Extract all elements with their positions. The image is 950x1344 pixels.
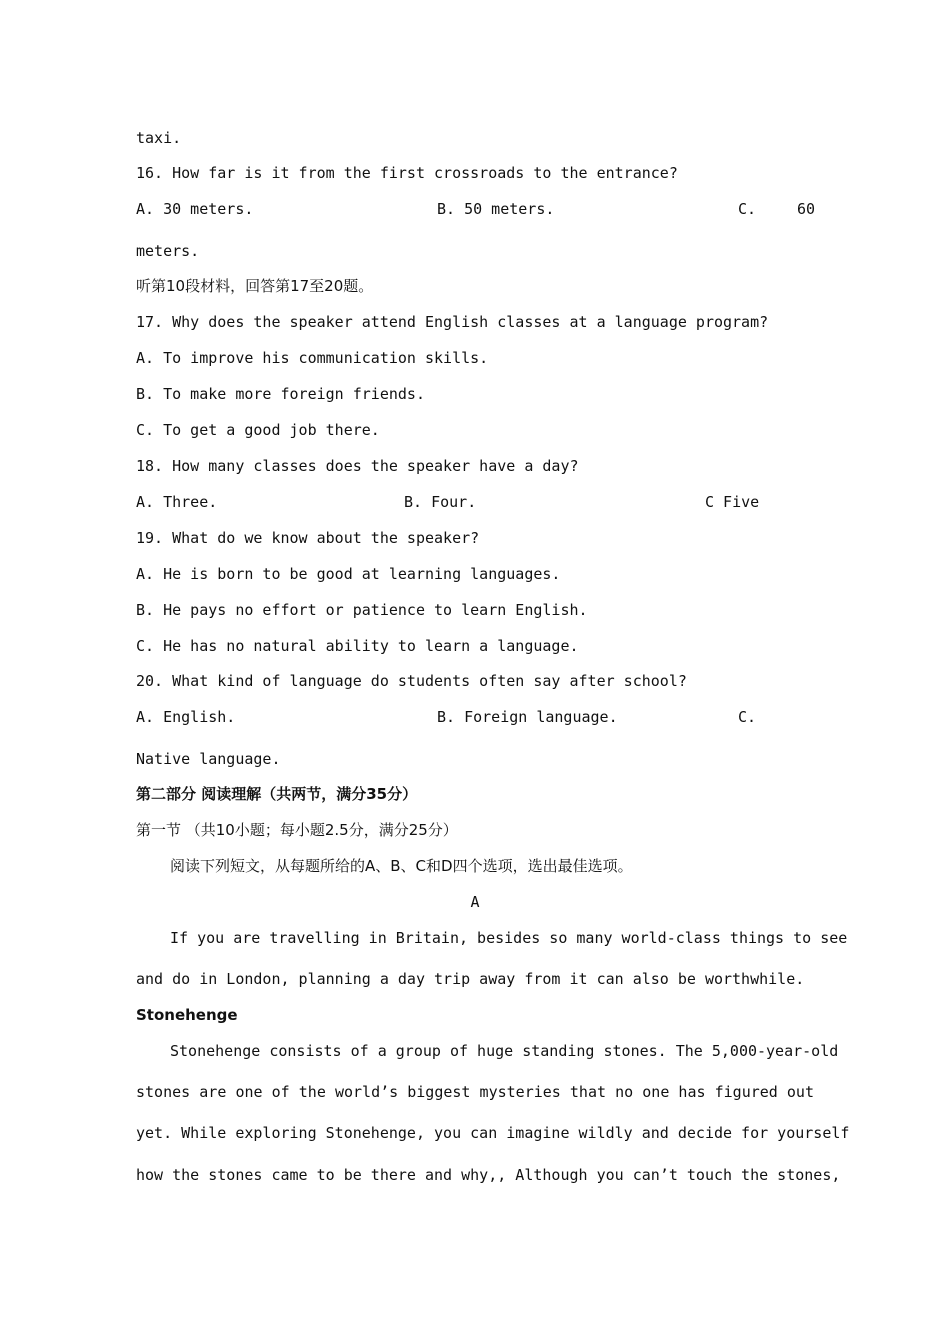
option-20c: C. [738,708,757,726]
paragraph-line: Stonehenge consists of a group of huge standing stones. The 5,000-year-old [170,1042,839,1060]
question-19: 19. What do we know about the speaker? [136,529,480,547]
option-16b: B. 50 meters. [437,200,555,218]
paragraph-line: how the stones came to be there and why,, Although you can’t touch the stones, [136,1166,841,1184]
question-17: 17. Why does the speaker attend English classes at a language program? [136,313,769,331]
passage-subheading: Stonehenge [136,1006,238,1024]
option-18c: C Five [705,493,760,511]
option-16c: C. [738,200,757,218]
paragraph-line: yet. While exploring Stonehenge, you can imagine wildly and decide for yourself [136,1124,850,1142]
option-18a: A. Three. [136,493,218,511]
option-16c-value: 60 [797,200,816,218]
question-20: 20. What kind of language do students often say after school? [136,672,687,690]
section-heading: 第一节 （共10小题；每小题2.5分，满分25分） [136,821,458,839]
paragraph-line: If you are travelling in Britain, besides so many world-class things to see [170,929,848,947]
passage-letter: A [470,893,480,911]
option-17a: A. To improve his communication skills. [136,349,489,367]
question-16: 16. How far is it from the first crossroads to the entrance? [136,164,678,182]
option-17b: B. To make more foreign friends. [136,385,425,403]
option-19b: B. He pays no effort or patience to learn English. [136,601,588,619]
section-instruction: 听第10段材料，回答第17至20题。 [136,277,374,295]
option-19a: A. He is born to be good at learning languages. [136,565,561,583]
option-20a: A. English. [136,708,236,726]
option-17c: C. To get a good job there. [136,421,380,439]
option-19c: C. He has no natural ability to learn a language. [136,637,579,655]
reading-instruction: 阅读下列短文，从每题所给的A、B、C和D四个选项，选出最佳选项。 [170,857,633,875]
text-line: taxi. [136,129,182,147]
option-18b: B. Four. [404,493,477,511]
option-20c-text: Native language. [136,750,281,768]
paragraph-line: stones are one of the world’s biggest mysteries that no one has figured out [136,1083,814,1101]
option-16a: A. 30 meters. [136,200,254,218]
part-heading: 第二部分 阅读理解（共两节，满分35分） [136,785,418,803]
option-20b: B. Foreign language. [437,708,618,726]
question-18: 18. How many classes does the speaker have a day? [136,457,579,475]
option-16c-unit: meters. [136,242,200,260]
paragraph-line: and do in London, planning a day trip away from it can also be worthwhile. [136,970,805,988]
